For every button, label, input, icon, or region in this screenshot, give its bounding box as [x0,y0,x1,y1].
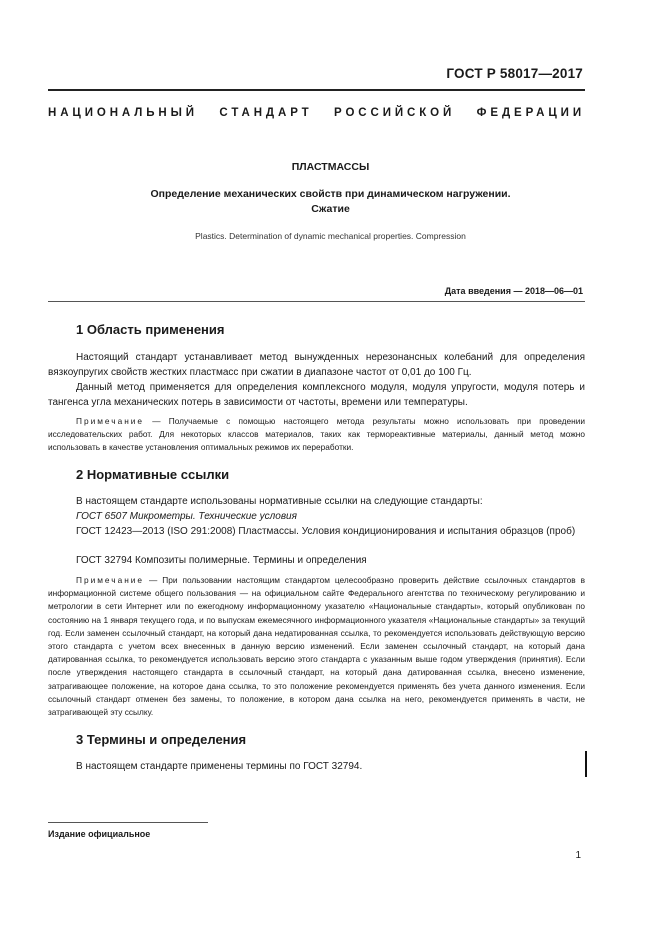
standard-title: ПЛАСТМАССЫ [291,161,370,173]
section-1-heading: 1 Область применения [76,322,225,337]
standard-subtitle [0,187,661,217]
section-2-heading: 2 Нормативные ссылки [76,467,230,482]
date-rule [48,301,585,302]
section-1-paragraph-1 [48,350,585,380]
reference-gost-32794: ГОСТ 32794 Композиты полимерные. Термины и определения [76,555,367,566]
footer-rule [48,822,208,823]
section-1-paragraph-2-text: Данный метод применяется для определения комплексного модуля, модуля упругости, модуля потерь и тангенса угла механических потерь в зависимости от частоты, времени или температуры. [48,382,585,409]
subtitle-line-1: Определение механических свойств при динамическом нагружении. [150,188,511,200]
note-text: — Получаемые с помощью настоящего метода результаты можно использовать при проведении исследовательских работ. Для некоторых классов материалов, таких как термореактивные материалы, данный метод можно использовать в качестве установления оптимальных режимов их переработки. [48,416,585,453]
section-3-heading: 3 Термины и определения [76,732,247,747]
note-label: Примечание [76,575,145,585]
change-bar [585,751,587,777]
section-2-note [48,574,585,719]
section-3-paragraph-1: В настоящем стандарте применены термины по ГОСТ 32794. [76,761,363,772]
section-1-paragraph-1-text: Настоящий стандарт устанавливает метод вынужденных нерезонансных колебаний для определения вязкоупругих свойств жестких пластмасс при сжатии в диапазоне частот от 0,01 до 100 Гц. [48,352,585,379]
document-code: ГОСТ Р 58017—2017 [446,66,583,81]
section-2-intro: В настоящем стандарте использованы нормативные ссылки на следующие стандарты: [76,496,483,507]
official-edition-label: Издание официальное [48,829,151,839]
reference-gost-12423-text: ГОСТ 12423—2013 (ISO 291:2008) Пластмассы. Условия кондиционирования и испытания образцов (проб) [76,526,576,537]
page-number: 1 [575,850,581,861]
section-1-paragraph-2 [48,380,585,410]
effective-date: Дата введения — 2018—06—01 [444,286,583,296]
subtitle-line-2: Сжатие [311,203,350,215]
reference-gost-6507: ГОСТ 6507 Микрометры. Технические условия [76,511,297,522]
header-rule [48,89,585,91]
section-1-note [48,415,585,455]
reference-gost-12423 [48,524,585,539]
note-text: — При пользовании настоящим стандартом целесообразно проверить действие ссылочных стандартов в информационной системе общего пользования — на официальном сайте Федерального агентства по техническому регулированию и метрологии в сети Интернет или по ежегодному информационному указателю «Национальные стандарты», который опубликован по состоянию на 1 января текущего года, и по выпускам ежемесячного информационного указателя «Национальные стандарты» за текущий год. Если заменен ссылочный стандарт, на который дана недатированная ссылка, то рекомендуется использовать действующую версию этого стандарта с учетом всех внесенных в данную версию изменений. Если заменен ссылочный стандарт, на который дана датированная ссылка, то рекомендуется использовать версию этого стандарта с указанным выше годом утверждения (принятия). Если после утверждения настоящего стандарта в ссылочный стандарт, на который дана датированная ссылка, внесено изменение, затрагивающее положение, на которое дана ссылка, то это положение рекомендуется применять без учета данного изменения. Если ссылочный стандарт отменен без замены, то положение, в котором дана ссылка на него, рекомендуется применять в части, не затрагивающей эту ссылку. [48,575,585,718]
note-label: Примечание [76,416,145,426]
english-title: Plastics. Determination of dynamic mechanical properties. Compression [195,231,466,241]
national-standard-banner: НАЦИОНАЛЬНЫЙ СТАНДАРТ РОССИЙСКОЙ ФЕДЕРАЦИИ [48,107,585,119]
